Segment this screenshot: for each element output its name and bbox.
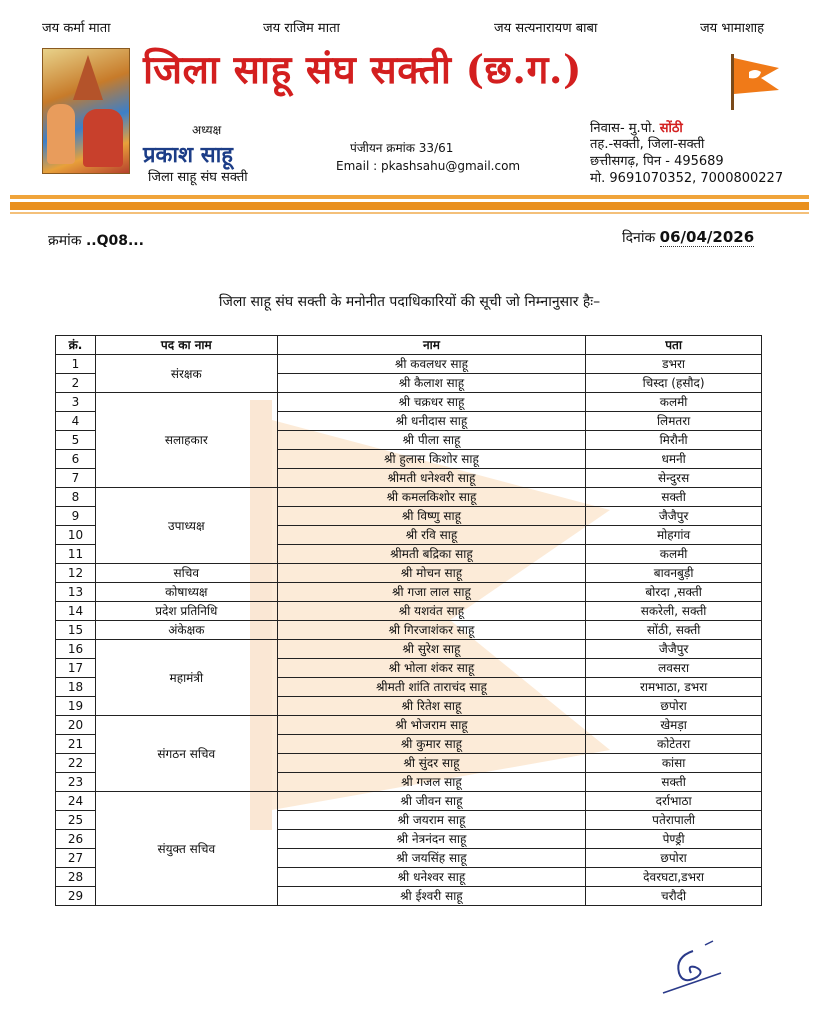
row-name: श्री गिरजाशंकर साहू bbox=[277, 621, 586, 640]
row-address: मिरौनी bbox=[586, 431, 762, 450]
row-serial: 23 bbox=[56, 773, 96, 792]
table-body bbox=[56, 355, 762, 906]
row-name: श्री जयसिंह साहू bbox=[277, 849, 586, 868]
row-address: कांसा bbox=[586, 754, 762, 773]
table-row bbox=[56, 621, 762, 640]
row-serial: 7 bbox=[56, 469, 96, 488]
address-line-2: तह.-सक्ती, जिला-सक्ती bbox=[590, 137, 705, 152]
org-title: जिला साहू संघ सक्ती (छ.ग.) bbox=[143, 47, 582, 93]
row-serial: 6 bbox=[56, 450, 96, 469]
table-header-row bbox=[56, 336, 762, 355]
deity-image bbox=[42, 48, 130, 174]
header-address: पता bbox=[586, 336, 762, 355]
row-post: सलाहकार bbox=[95, 393, 277, 488]
row-serial: 3 bbox=[56, 393, 96, 412]
list-heading: जिला साहू संघ सक्ती के मनोनीत पदाधिकारियों की सूची जो निम्नानुसार हैः– bbox=[218, 294, 601, 310]
address-place: सोंठी bbox=[659, 121, 683, 136]
row-name: श्री मोचन साहू bbox=[277, 564, 586, 583]
row-address: कलमी bbox=[586, 545, 762, 564]
registration-number: पंजीयन क्रमांक 33/61 bbox=[350, 141, 454, 155]
row-post: अंकेक्षक bbox=[95, 621, 277, 640]
table-row bbox=[56, 640, 762, 659]
row-serial: 29 bbox=[56, 887, 96, 906]
row-post: उपाध्यक्ष bbox=[95, 488, 277, 564]
row-serial: 9 bbox=[56, 507, 96, 526]
header-divider-band bbox=[10, 202, 809, 210]
row-name: श्री कैलाश साहू bbox=[277, 374, 586, 393]
header-post: पद का नाम bbox=[95, 336, 277, 355]
letter-date bbox=[622, 228, 754, 247]
row-name: श्रीमती शांति ताराचंद साहू bbox=[277, 678, 586, 697]
letter-number-label: क्रमांक bbox=[48, 233, 82, 249]
address-line-3: छत्तीसगढ़, पिन - 495689 bbox=[590, 154, 724, 169]
row-address: छपोरा bbox=[586, 849, 762, 868]
row-serial: 18 bbox=[56, 678, 96, 697]
row-address: चिस्दा (हसौद) bbox=[586, 374, 762, 393]
row-name: श्रीमती धनेश्वरी साहू bbox=[277, 469, 586, 488]
row-serial: 27 bbox=[56, 849, 96, 868]
row-name: श्री कवलधर साहू bbox=[277, 355, 586, 374]
row-name: श्री विष्णु साहू bbox=[277, 507, 586, 526]
row-name: श्री जयराम साहू bbox=[277, 811, 586, 830]
row-serial: 15 bbox=[56, 621, 96, 640]
row-name: श्री कुमार साहू bbox=[277, 735, 586, 754]
row-name: श्री चक्रधर साहू bbox=[277, 393, 586, 412]
row-serial: 4 bbox=[56, 412, 96, 431]
invocation-bhamashah: जय भामाशाह bbox=[700, 21, 765, 36]
row-address: कोटेतरा bbox=[586, 735, 762, 754]
row-serial: 11 bbox=[56, 545, 96, 564]
table-row bbox=[56, 355, 762, 374]
row-address: पेण्ड्री bbox=[586, 830, 762, 849]
row-post: सचिव bbox=[95, 564, 277, 583]
invocation-satyanarayan-baba: जय सत्यनारायण बाबा bbox=[494, 21, 598, 36]
row-name: श्री गजल साहू bbox=[277, 773, 586, 792]
row-serial: 28 bbox=[56, 868, 96, 887]
row-name: श्री सुंदर साहू bbox=[277, 754, 586, 773]
row-post: महामंत्री bbox=[95, 640, 277, 716]
row-serial: 17 bbox=[56, 659, 96, 678]
row-serial: 26 bbox=[56, 830, 96, 849]
row-name: श्री ईश्वरी साहू bbox=[277, 887, 586, 906]
row-serial: 1 bbox=[56, 355, 96, 374]
row-address: देवरघटा,डभरा bbox=[586, 868, 762, 887]
invocation-rajim-mata: जय राजिम माता bbox=[263, 21, 340, 36]
row-serial: 22 bbox=[56, 754, 96, 773]
letter-number bbox=[48, 231, 144, 250]
letter-date-value: 06/04/2026 bbox=[659, 228, 755, 246]
signature-mark bbox=[655, 937, 725, 997]
row-address: सेन्दुरस bbox=[586, 469, 762, 488]
table-row bbox=[56, 583, 762, 602]
row-name: श्री सुरेश साहू bbox=[277, 640, 586, 659]
row-name: श्री धनीदास साहू bbox=[277, 412, 586, 431]
table-row bbox=[56, 792, 762, 811]
table-row bbox=[56, 716, 762, 735]
row-serial: 12 bbox=[56, 564, 96, 583]
row-serial: 2 bbox=[56, 374, 96, 393]
table-row bbox=[56, 602, 762, 621]
row-address: लवसरा bbox=[586, 659, 762, 678]
row-name: श्री रवि साहू bbox=[277, 526, 586, 545]
row-address: मोहगांव bbox=[586, 526, 762, 545]
phone-numbers: मो. 9691070352, 7000800227 bbox=[590, 171, 784, 186]
row-serial: 8 bbox=[56, 488, 96, 507]
row-address: बावनबुड़ी bbox=[586, 564, 762, 583]
row-name: श्री हुलास किशोर साहू bbox=[277, 450, 586, 469]
row-name: श्री कमलकिशोर साहू bbox=[277, 488, 586, 507]
row-serial: 21 bbox=[56, 735, 96, 754]
row-address: जैजैपुर bbox=[586, 640, 762, 659]
header-divider bbox=[10, 195, 809, 199]
table-row bbox=[56, 393, 762, 412]
row-serial: 16 bbox=[56, 640, 96, 659]
row-serial: 10 bbox=[56, 526, 96, 545]
row-address: बोरदा ,सक्ती bbox=[586, 583, 762, 602]
row-serial: 5 bbox=[56, 431, 96, 450]
row-name: श्री पीला साहू bbox=[277, 431, 586, 450]
row-address: चरौदी bbox=[586, 887, 762, 906]
row-address: छपोरा bbox=[586, 697, 762, 716]
header-name: नाम bbox=[277, 336, 586, 355]
president-label: अध्यक्ष bbox=[192, 123, 222, 137]
row-serial: 24 bbox=[56, 792, 96, 811]
row-serial: 25 bbox=[56, 811, 96, 830]
saffron-flag-icon bbox=[727, 52, 783, 112]
row-address: रामभाठा, डभरा bbox=[586, 678, 762, 697]
row-name: श्री गजा लाल साहू bbox=[277, 583, 586, 602]
row-post: प्रदेश प्रतिनिधि bbox=[95, 602, 277, 621]
president-org: जिला साहू संघ सक्ती bbox=[148, 170, 248, 185]
row-name: श्री रितेश साहू bbox=[277, 697, 586, 716]
row-name: श्री यशवंत साहू bbox=[277, 602, 586, 621]
row-serial: 20 bbox=[56, 716, 96, 735]
invocation-karma-mata: जय कर्मा माता bbox=[42, 21, 111, 36]
letter-number-value: ..Q08... bbox=[85, 233, 144, 249]
header-divider-thin bbox=[10, 212, 809, 214]
row-serial: 19 bbox=[56, 697, 96, 716]
row-post: संगठन सचिव bbox=[95, 716, 277, 792]
letter-date-label: दिनांक bbox=[622, 230, 656, 246]
row-name: श्री नेत्रनंदन साहू bbox=[277, 830, 586, 849]
row-name: श्रीमती बद्रिका साहू bbox=[277, 545, 586, 564]
row-address: सक्ती bbox=[586, 488, 762, 507]
office-bearers-table bbox=[55, 335, 762, 906]
row-address: जैजैपुर bbox=[586, 507, 762, 526]
row-address: लिमतरा bbox=[586, 412, 762, 431]
row-post: संयुक्त सचिव bbox=[95, 792, 277, 906]
row-serial: 13 bbox=[56, 583, 96, 602]
row-address: खेमड़ा bbox=[586, 716, 762, 735]
row-name: श्री भोला शंकर साहू bbox=[277, 659, 586, 678]
row-address: सोंठी, सक्ती bbox=[586, 621, 762, 640]
email: Email : pkashsahu@gmail.com bbox=[336, 159, 521, 173]
row-name: श्री जीवन साहू bbox=[277, 792, 586, 811]
header-serial: क्रं. bbox=[56, 336, 96, 355]
row-address: डभरा bbox=[586, 355, 762, 374]
row-address: दर्राभाठा bbox=[586, 792, 762, 811]
row-name: श्री धनेश्वर साहू bbox=[277, 868, 586, 887]
row-address: सक्ती bbox=[586, 773, 762, 792]
row-post: संरक्षक bbox=[95, 355, 277, 393]
table-row bbox=[56, 488, 762, 507]
row-address: सकरेली, सक्ती bbox=[586, 602, 762, 621]
row-address: धमनी bbox=[586, 450, 762, 469]
row-name: श्री भोजराम साहू bbox=[277, 716, 586, 735]
row-serial: 14 bbox=[56, 602, 96, 621]
row-address: कलमी bbox=[586, 393, 762, 412]
row-address: पतेरापाली bbox=[586, 811, 762, 830]
table-row bbox=[56, 564, 762, 583]
row-post: कोषाध्यक्ष bbox=[95, 583, 277, 602]
address-prefix: निवास- मु.पो. bbox=[590, 121, 656, 136]
president-name: प्रकाश साहू bbox=[143, 142, 233, 168]
